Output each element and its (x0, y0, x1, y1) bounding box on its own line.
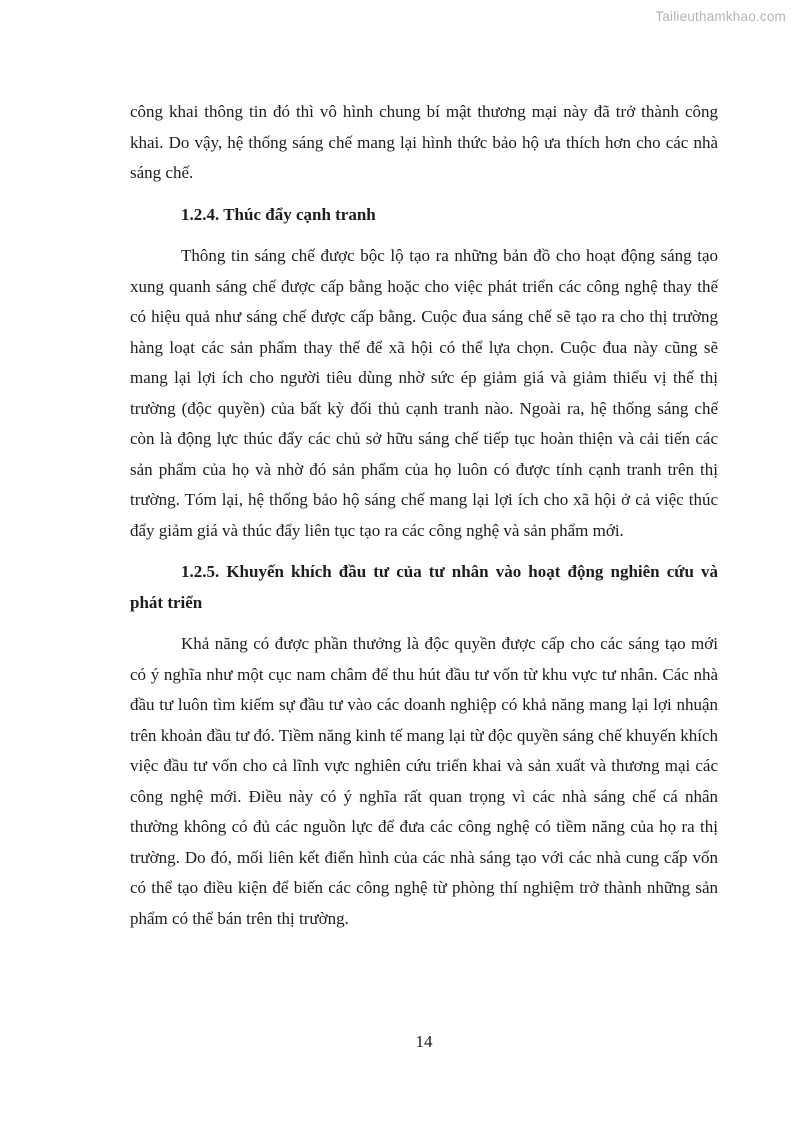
page-number: 14 (415, 1032, 433, 1051)
section-heading-1-2-5: 1.2.5. Khuyến khích đầu tư của tư nhân vào hoạt động nghiên cứu và phát triển (130, 562, 718, 612)
page-content (130, 97, 718, 934)
section-heading-1-2-4: 1.2.4. Thúc đẩy cạnh tranh (181, 204, 376, 224)
paragraph-continuation: công khai thông tin đó thì vô hình chung bí mật thương mại này đã trở thành công khai. Do vậy, hệ thống sáng chế mang lại hình thức bảo hộ ưa thích hơn cho các nhà sáng chế. (130, 102, 718, 182)
watermark-text: Tailieuthamkhao.com (655, 9, 786, 24)
paragraph-section-1-2-5: Khả năng có được phần thưởng là độc quyền được cấp cho các sáng tạo mới có ý nghĩa như một cục nam châm để thu hút đầu tư vốn từ khu vực tư nhân. Các nhà đầu tư luôn tìm kiếm sự đầu tư vào các doanh nghiệp có khả năng mang lại lợi nhuận trên khoản đầu tư đó. Tiềm năng kinh tế mang lại từ độc quyền sáng chế khuyến khích việc đầu tư vốn cho cả lĩnh vực nghiên cứu triển khai và sản xuất và thương mại các công nghệ mới. Điều này có ý nghĩa rất quan trọng vì các nhà sáng chế cá nhân thường không có đủ các nguồn lực để đưa các công nghệ có tiềm năng của họ ra thị trường. Do đó, mối liên kết điển hình của các nhà sáng tạo với các nhà cung cấp vốn có thể tạo điều kiện để biến các công nghệ từ phòng thí nghiệm trở thành những sản phẩm có thể bán trên thị trường. (130, 634, 718, 928)
paragraph-section-1-2-4: Thông tin sáng chế được bộc lộ tạo ra những bản đồ cho hoạt động sáng tạo xung quanh sáng chế được cấp bằng hoặc cho việc phát triển các công nghệ thay thế có hiệu quả như sáng chế được cấp bằng. Cuộc đua sáng chế sẽ tạo ra cho thị trường hàng loạt các sản phẩm thay thế để xã hội có thể lựa chọn. Cuộc đua này cũng sẽ mang lại lợi ích cho người tiêu dùng nhờ sức ép giảm giá và giảm thiểu vị thế thị trường (độc quyền) của bất kỳ đối thủ cạnh tranh nào. Ngoài ra, hệ thống sáng chế còn là động lực thúc đẩy các chủ sở hữu sáng chế tiếp tục hoàn thiện và cải tiến các sản phẩm của họ và nhờ đó sản phẩm của họ luôn có được tính cạnh tranh trên thị trường. Tóm lại, hệ thống bảo hộ sáng chế mang lại lợi ích cho xã hội ở cả việc thúc đẩy giảm giá và thúc đẩy liên tục tạo ra các công nghệ và sản phẩm mới. (130, 246, 718, 540)
